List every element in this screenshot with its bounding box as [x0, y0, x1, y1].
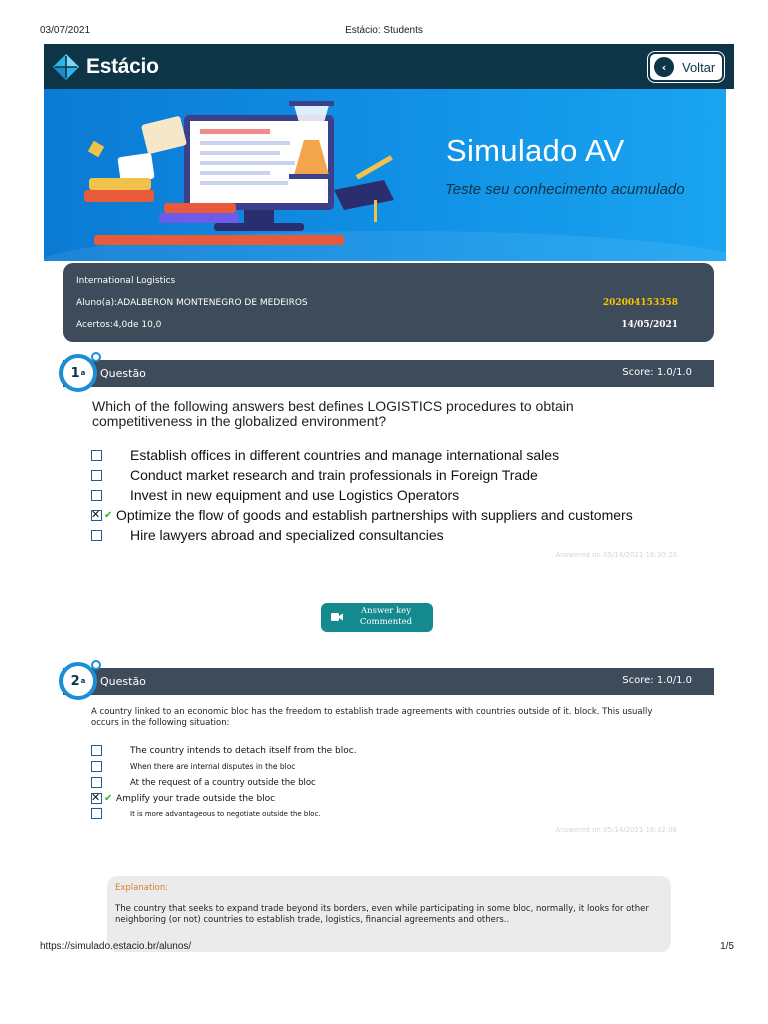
exam-info-card: [63, 263, 714, 342]
answer-option[interactable]: [91, 527, 444, 543]
exam-date: 14/05/2021: [621, 320, 678, 330]
answer-option[interactable]: [91, 467, 538, 483]
badge-knob: [91, 660, 101, 670]
question-number-badge: [59, 662, 97, 700]
option-text: Invest in new equipment and use Logistics Operators: [130, 487, 460, 503]
answer-key-line1: Answer key: [360, 606, 412, 616]
banner-illustration: [84, 95, 414, 255]
question-header: [63, 360, 714, 387]
print-title: Estácio: Students: [345, 25, 423, 36]
answer-key-button[interactable]: [321, 603, 433, 632]
video-camera-icon: [331, 612, 343, 622]
banner-title: Simulado AV: [446, 133, 625, 168]
option-text: At the request of a country outside the bloc: [130, 777, 316, 788]
hits-count: Acertos:4,0de 10,0: [76, 320, 162, 330]
option-text: Establish offices in different countries and manage international sales: [130, 447, 560, 463]
option-checkbox[interactable]: [91, 745, 102, 756]
answer-option[interactable]: [91, 761, 295, 772]
question-label: Questão: [100, 675, 146, 688]
option-checkbox[interactable]: [91, 530, 102, 541]
question-label: Questão: [100, 367, 146, 380]
top-bar: [44, 44, 734, 89]
print-page-number: 1/5: [720, 941, 734, 952]
answer-option[interactable]: [91, 777, 316, 788]
option-text: Amplify your trade outside the bloc: [116, 793, 276, 804]
answer-option-selected[interactable]: [91, 507, 633, 523]
question-score: Score: 1.0/1.0: [622, 367, 692, 378]
option-text: Optimize the flow of goods and establish partnerships with suppliers and customers: [116, 507, 633, 523]
option-checkbox[interactable]: [91, 490, 102, 501]
question-number: 1: [70, 365, 80, 381]
explanation-body: The country that seeks to expand trade beyond its borders, even while participating in some bloc, normally, it looks for other neighboring (or not) countries to establish trade, logistics, financial agreements and others..: [115, 904, 649, 925]
option-checkbox-checked[interactable]: [91, 510, 102, 521]
logo[interactable]: [52, 52, 159, 82]
option-text: When there are internal disputes in the bloc: [130, 762, 296, 771]
option-text: Conduct market research and train professionals in Foreign Trade: [130, 467, 538, 483]
answered-timestamp: Answered on 05/14/2021 16:32:08: [555, 826, 677, 834]
option-text: The country intends to detach itself from the bloc.: [130, 745, 357, 756]
option-checkbox[interactable]: [91, 450, 102, 461]
option-text: Hire lawyers abroad and specialized consultancies: [130, 527, 444, 543]
answered-timestamp: Answered on 05/14/2021 16:30:20: [555, 551, 677, 559]
back-button[interactable]: [648, 52, 724, 82]
option-text: It is more advantageous to negotiate outside the bloc.: [130, 809, 321, 818]
question-text: A country linked to an economic bloc has the freedom to establish trade agreements with countries outside of it. block. This usually occurs in the following situation:: [91, 707, 653, 728]
answer-key-label: [357, 606, 415, 628]
answer-option[interactable]: [91, 447, 559, 463]
option-checkbox[interactable]: [91, 777, 102, 788]
banner-subtitle: Teste seu conhecimento acumulado: [445, 181, 685, 198]
option-checkbox[interactable]: [91, 470, 102, 481]
answer-key-line2: Commented: [359, 617, 413, 627]
answer-option[interactable]: [91, 745, 357, 756]
option-checkbox[interactable]: [91, 761, 102, 772]
print-header: [0, 25, 768, 39]
chevron-left-icon: ‹: [654, 57, 674, 77]
check-icon: ✔: [104, 793, 113, 804]
answer-option[interactable]: [91, 808, 321, 819]
student-name: Aluno(a):ADALBERON MONTENEGRO DE MEDEIROS: [76, 298, 308, 308]
print-url: https://simulado.estacio.br/alunos/: [40, 941, 192, 952]
badge-knob: [91, 352, 101, 362]
question-text: Which of the following answers best defines LOGISTICS procedures to obtain competitiveness in the globalized environment?: [92, 398, 574, 429]
course-name: International Logistics: [76, 276, 176, 286]
print-footer: [0, 941, 768, 955]
question-ordinal: a: [80, 677, 86, 685]
question-number-badge: [59, 354, 97, 392]
answer-option-selected[interactable]: [91, 793, 275, 804]
question-header: [63, 668, 714, 695]
question-number: 2: [70, 673, 80, 689]
question-score: Score: 1.0/1.0: [622, 675, 692, 686]
logo-text: Estácio: [86, 55, 159, 78]
back-button-label: Voltar: [682, 59, 716, 75]
question-ordinal: a: [80, 369, 86, 377]
check-icon: ✔: [104, 509, 113, 521]
print-date: 03/07/2021: [40, 25, 91, 36]
option-checkbox-checked[interactable]: [91, 793, 102, 804]
registration-number: 202004153358: [602, 298, 678, 308]
estacio-logo-icon: [52, 53, 80, 81]
answer-option[interactable]: [91, 487, 459, 503]
hero-banner: [44, 89, 726, 261]
explanation-title: Explanation:: [115, 883, 169, 893]
option-checkbox[interactable]: [91, 808, 102, 819]
